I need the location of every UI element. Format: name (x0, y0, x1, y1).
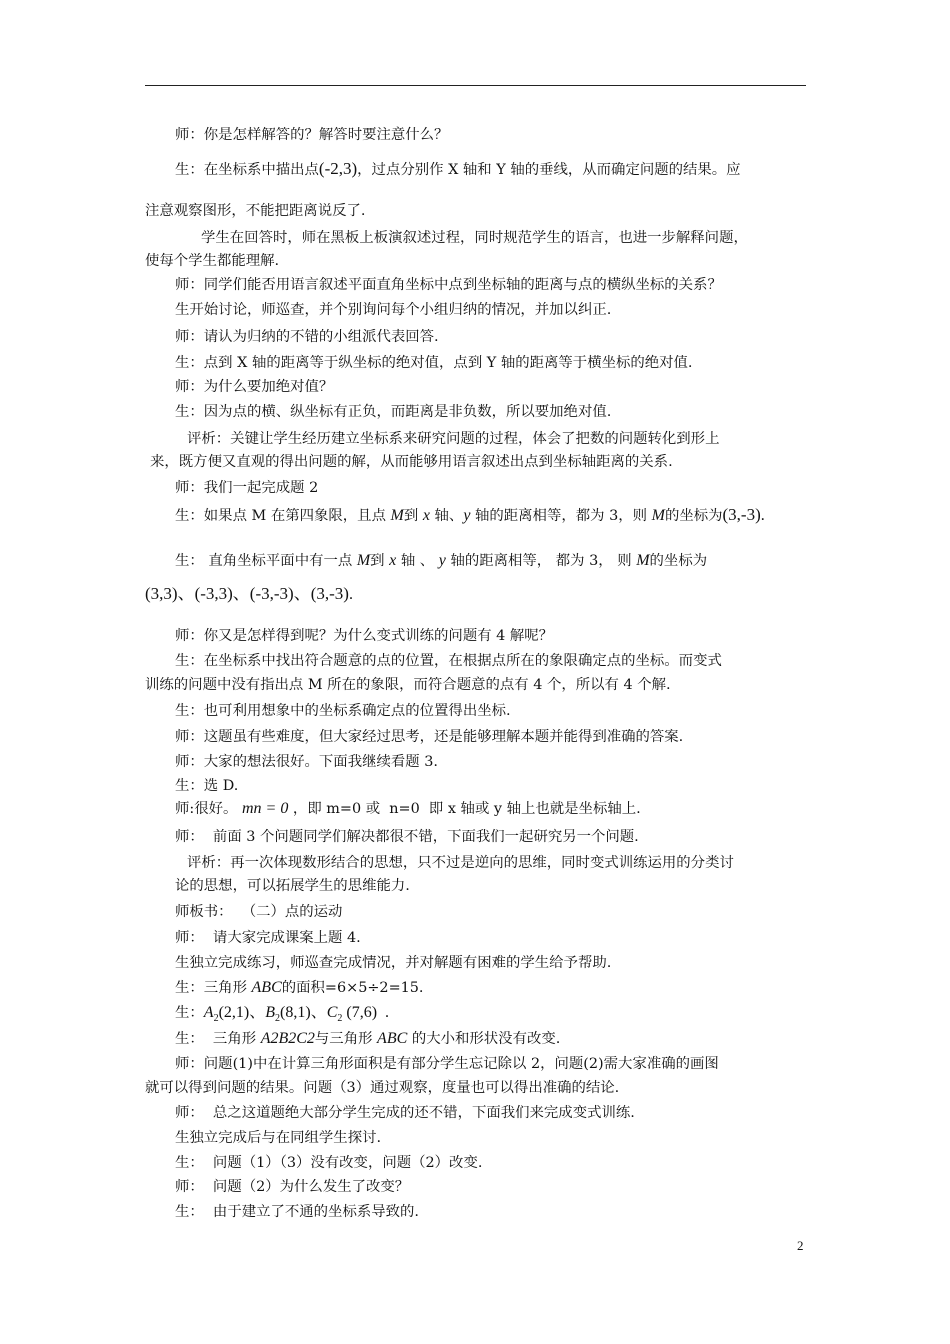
text: 生：在坐标系中描出点 (175, 162, 319, 178)
line-17 (145, 585, 815, 604)
text: 师：大家的想法很好。下面我继续看题 3. (175, 754, 438, 770)
text: 轴、 (429, 508, 464, 524)
math-var: A2B2C2 (260, 1030, 315, 1047)
math-var: M (356, 552, 371, 569)
text: 生： 问题（1）（3）没有改变，问题（2）改变. (175, 1155, 483, 1171)
math-var: M (636, 552, 650, 569)
line-26 (175, 828, 845, 846)
math-var: M (390, 507, 404, 524)
line-16 (175, 552, 845, 570)
line-10 (175, 378, 845, 396)
math-var: y (463, 507, 471, 524)
text: 师:很好。 (175, 801, 242, 817)
text: 师：为什么要加绝对值？ (175, 379, 334, 395)
text: 师： 请大家完成课案上题 4. (175, 930, 361, 946)
text: 论的思想，可以拓展学生的思维能力. (175, 878, 410, 894)
text: 师：请认为归纳的不错的小组派代表回答. (175, 329, 439, 345)
text: 轴 、 (396, 553, 439, 569)
line-32 (175, 979, 845, 997)
math-var: x (422, 507, 430, 524)
line-20 (145, 676, 815, 694)
header-rule (145, 85, 806, 86)
line-22 (175, 728, 845, 746)
line-5 (145, 252, 815, 270)
text: 使每个学生都能理解. (145, 253, 280, 269)
text: 轴的距离相等，都为 3，则 (470, 508, 652, 524)
text: (8,1)、 (280, 1004, 327, 1021)
math-expr: mn = 0 (242, 800, 289, 817)
line-9 (175, 354, 845, 372)
math-var: y (438, 552, 446, 569)
text: 生：在坐标系中找出符合题意的点的位置，在根据点所在的象限确定点的坐标。而变式 (175, 653, 722, 669)
line-12 (187, 430, 857, 448)
math-points: (3,3)、(-3,3)、(-3,-3)、(3,-3) (145, 584, 349, 603)
text: 师：我们一起完成题 2 (175, 480, 319, 496)
text: 轴的距离相等， 都为 3， 则 (445, 553, 637, 569)
line-24 (175, 777, 845, 795)
text: 师：你是怎样解答的？解答时要注意什么？ (175, 127, 449, 143)
text: 师： 前面 3 个问题同学们解决都很不错，下面我们一起研究另一个问题. (175, 829, 639, 845)
line-33 (175, 1004, 845, 1028)
subscript: 2 (213, 1012, 219, 1024)
line-40 (175, 1178, 845, 1196)
text: 师： 总之这道题绝大部分学生完成的还不错，下面我们来完成变式训练. (175, 1105, 635, 1121)
text: 就可以得到问题的结果。问题（3）通过观察，度量也可以得出准确的结论. (145, 1080, 620, 1096)
line-41 (175, 1203, 845, 1221)
text: 生：因为点的横、纵坐标有正负，而距离是非负数，所以要加绝对值. (175, 404, 612, 420)
math-var: A (203, 1004, 214, 1021)
text: 的坐标为 (664, 508, 723, 524)
text: 的坐标为 (649, 553, 708, 569)
text: 来，既方便又直观的得出问题的解，从而能够用语言叙述出点到坐标轴距离的关系. (150, 454, 673, 470)
math-var: ABC (251, 979, 282, 996)
line-4 (201, 229, 871, 247)
text: 评析：再一次体现数形结合的思想，只不过是逆向的思维，同时变式训练运用的分类讨 (187, 855, 734, 871)
text: ，过点分别作 X 轴和 Y 轴的垂线，从而确定问题的结果。应 (357, 162, 741, 178)
text: 生独立完成后与在同组学生探讨. (175, 1130, 382, 1146)
math-var: x (389, 552, 397, 569)
text: 生： (175, 1005, 204, 1021)
line-37 (175, 1104, 845, 1122)
text: 与三角形 (314, 1031, 378, 1047)
text: 生： 三角形 (175, 1031, 261, 1047)
line-7 (175, 301, 845, 319)
line-38 (175, 1129, 845, 1147)
line-11 (175, 403, 845, 421)
line-6 (175, 276, 845, 294)
line-31 (175, 954, 845, 972)
line-15 (175, 506, 845, 525)
text: 评析：关键让学生经历建立坐标系来研究问题的过程，体会了把数的问题转化到形上 (187, 431, 720, 447)
line-29 (175, 903, 845, 921)
text: 学生在回答时，师在黑板上板演叙述过程，同时规范学生的语言，也进一步解释问题， (201, 230, 748, 246)
text: 生独立完成练习，师巡查完成情况，并对解题有困难的学生给予帮助. (175, 955, 612, 971)
line-14 (175, 479, 845, 497)
line-8 (175, 328, 845, 346)
line-28 (175, 877, 845, 895)
math-var: C (326, 1004, 338, 1021)
text: 训练的问题中没有指出点 M 所在的象限，而符合题意的点有 4 个，所以有 4 个解. (145, 677, 671, 693)
line-18 (175, 627, 845, 645)
line-23 (175, 753, 845, 771)
line-2 (175, 160, 845, 179)
text: 师： 问题（2）为什么发生了改变？ (175, 1179, 410, 1195)
line-39 (175, 1154, 845, 1172)
text: 到 (403, 508, 423, 524)
text: 生： 由于建立了不通的坐标系导致的. (175, 1204, 419, 1220)
text: 的面积=6×5÷2=15. (281, 980, 424, 996)
text: 生：如果点 M 在第四象限，且点 (175, 508, 391, 524)
math-point: (3,-3) (722, 505, 761, 524)
line-30 (175, 929, 845, 947)
page-number: 2 (797, 1238, 804, 1253)
text: 师板书： （二）点的运动 (175, 904, 343, 920)
text: 到 (370, 553, 390, 569)
text: 生开始讨论，师巡查，并个别询问每个小组归纳的情况，并加以纠正. (175, 302, 612, 318)
line-36 (145, 1079, 815, 1097)
line-13 (150, 453, 820, 471)
math-var: ABC (377, 1030, 408, 1047)
text: ，即 m=0 或 n=0 即 x 轴或 y 轴上也就是坐标轴上. (288, 801, 641, 817)
text: 生：点到 X 轴的距离等于纵坐标的绝对值，点到 Y 轴的距离等于横坐标的绝对值. (175, 355, 693, 371)
text: 生：也可利用想象中的坐标系确定点的位置得出坐标. (175, 703, 511, 719)
line-19 (175, 652, 845, 670)
math-var: B (265, 1004, 276, 1021)
line-34 (175, 1030, 845, 1048)
text: (7,6) . (342, 1004, 390, 1021)
line-35 (175, 1055, 845, 1073)
text: 师：这题虽有些难度，但大家经过思考，还是能够理解本题并能得到准确的答案. (175, 729, 684, 745)
text: 生： 直角坐标平面中有一点 (175, 553, 357, 569)
text: 的大小和形状没有改变. (407, 1031, 561, 1047)
line-27 (187, 854, 857, 872)
text: 生：三角形 (175, 980, 252, 996)
text: 师：问题(1)中在计算三角形面积是有部分学生忘记除以 2，问题(2)需大家准确的画图 (175, 1056, 719, 1072)
text: 师：同学们能否用语言叙述平面直角坐标中点到坐标轴的距离与点的横纵坐标的关系？ (175, 277, 722, 293)
text: . (348, 586, 353, 603)
line-25 (175, 800, 845, 818)
subscript: 2 (337, 1012, 343, 1024)
line-3 (145, 202, 815, 220)
line-21 (175, 702, 845, 720)
text: (2,1)、 (218, 1004, 266, 1021)
line-1 (175, 126, 845, 144)
math-point: (-2,3) (318, 159, 358, 178)
text: 生：选 D. (175, 778, 239, 794)
text: 师：你又是怎样得到呢？为什么变式训练的问题有 4 解呢？ (175, 628, 554, 644)
subscript: 2 (275, 1012, 281, 1024)
text: 注意观察图形，不能把距离说反了. (145, 203, 366, 219)
math-var: M (651, 507, 665, 524)
text: . (760, 507, 765, 524)
